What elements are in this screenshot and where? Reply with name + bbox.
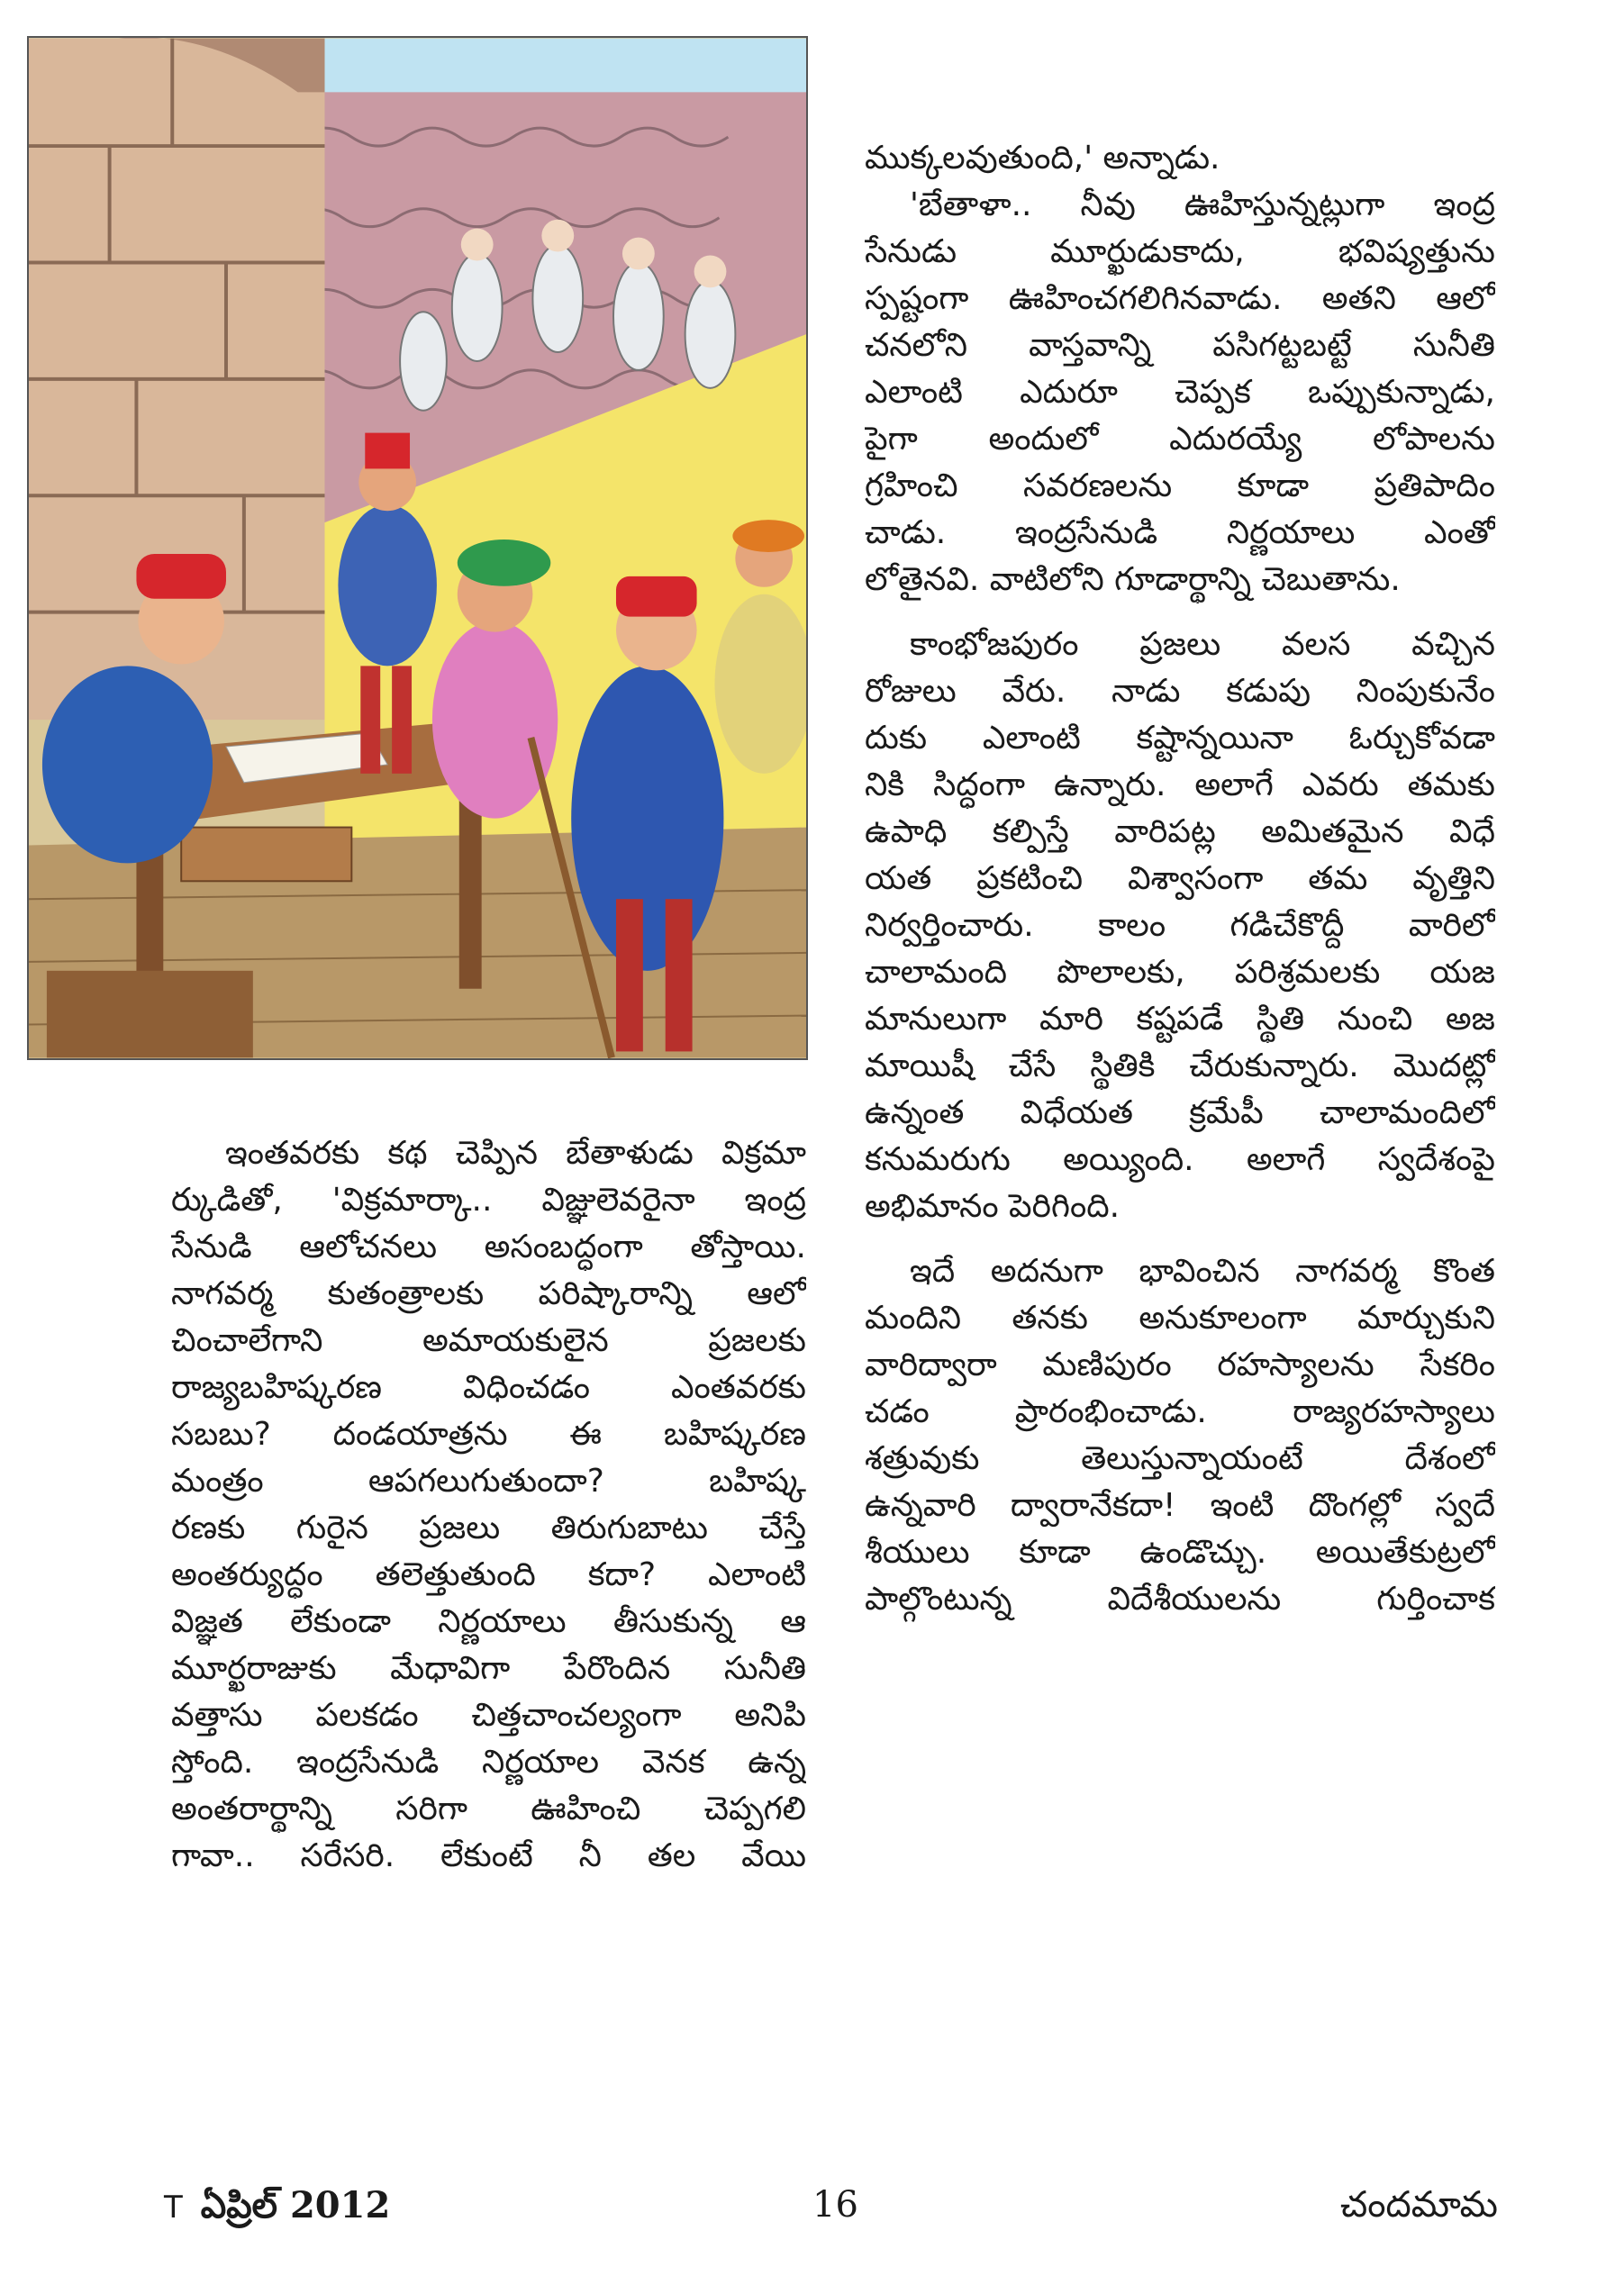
text-line: ఉన్నవారి ద్వారానేకదా! ఇంటి దొంగల్లో స్వదే [865,1487,1495,1524]
text-line: మంత్రం ఆపగలుగుతుందా? బహిష్క [171,1463,806,1500]
text-line: స్తోంది. ఇంద్రసేనుడి నిర్ణయాల వెనక ఉన్న [171,1744,806,1781]
text-line: చడం ప్రారంభించాడు. రాజ్యరహస్యాలు [865,1393,1495,1430]
court-scene-illustration [27,36,808,1060]
text-line: అంతర్యుద్ధం తలెత్తుతుంది కదా? ఎలాంటి [171,1556,806,1593]
magazine-name: చందమామ [1339,2184,1498,2226]
text-line: ఎలాంటి ఎదురూ చెప్పక ఒప్పుకున్నాడు, [865,374,1495,411]
text-line: వత్తాసు పలకడం చిత్తచాంచల్యంగా అనిపి [171,1697,806,1734]
issue-label: ఏప్రిల్ 2012 [200,2184,391,2226]
text-line: గ్రహించి సవరణలను కూడా ప్రతిపాదిం [865,467,1495,504]
text-line: చించాలేగాని అమాయకులైన ప్రజలకు [171,1322,806,1359]
text-line: ఉన్నంత విధేయత క్రమేపీ చాలామందిలో [865,1094,1495,1131]
text-line: దుకు ఎలాంటి కష్టాన్నయినా ఓర్చుకోవడా [865,720,1495,757]
text-line: చాడు. ఇంద్రసేనుడి నిర్ణయాలు ఎంతో [865,514,1495,551]
text-line: రణకు గురైన ప్రజలు తిరుగుబాటు చేస్తే [171,1510,806,1546]
text-line: అభిమానం పెరిగింది. [865,1188,1120,1225]
text-line: సేనుడి ఆలోచనలు అసంబద్ధంగా తోస్తాయి. [171,1229,806,1265]
text-line: సేనుడు మూర్ఖుడుకాదు, భవిష్యత్తును [865,233,1495,270]
text-line: మానులుగా మారి కష్టపడే స్థితి నుంచి అజ [865,1001,1495,1038]
text-line: చనలోని వాస్తవాన్ని పసిగట్టబట్టే సునీతి [865,327,1495,364]
text-line: పాల్గొంటున్న విదేశీయులను గుర్తించాక [865,1581,1495,1618]
text-line: శీయులు కూడా ఉండొచ్చు. అయితేకుట్రలో [865,1534,1495,1571]
text-line: ముక్కలవుతుంది,' అన్నాడు. [865,140,1220,177]
page-footer [0,2184,1624,2238]
text-line: యత ప్రకటించి విశ్వాసంగా తమ వృత్తిని [865,860,1495,897]
text-line: అంతరార్థాన్ని సరిగా ఊహించి చెప్పగలి [171,1791,806,1827]
right-text-column [865,135,1495,1623]
text-line: చాలామంది పొలాలకు, పరిశ్రమలకు యజ [865,954,1495,991]
text-line: వారిద్వారా మణిపురం రహస్యాలను సేకరిం [865,1347,1495,1383]
issue-date [164,2184,390,2235]
text-line: లోతైనవి. వాటిలోని గూడార్థాన్ని చెబుతాను. [865,561,1401,598]
text-line: రోజులు వేరు. నాడు కడుపు నింపుకునేం [865,673,1495,710]
text-line: సబబు? దండయాత్రను ఈ బహిష్కరణ [171,1416,806,1453]
text-line: స్పష్టంగా ఊహించగలిగినవాడు. అతని ఆలో [865,280,1495,317]
left-text-column [171,1130,806,1880]
text-line: రాజ్యబహిష్కరణ విధించడం ఎంతవరకు [171,1369,806,1406]
text-line: ఉపాధి కల్పిస్తే వారిపట్ల అమితమైన విధే [865,813,1495,850]
paragraph-gap [865,1230,1495,1248]
text-line: మూర్ఖరాజుకు మేధావిగా పేరొందిన సునీతి [171,1650,806,1687]
text-line: ర్కుడితో, 'విక్రమార్కా.. విజ్ఞులెవరైనా ఇంద్ర [171,1182,806,1219]
text-line: ఇదే అదనుగా భావించిన నాగవర్మ కొంత [910,1253,1495,1290]
text-line: మందిని తనకు అనుకూలంగా మార్చుకుని [865,1300,1495,1337]
footer-marker: T [164,2190,183,2226]
text-line: పైగా అందులో ఎదురయ్యే లోపాలను [865,421,1495,458]
text-line: గావా.. సరేసరి. లేకుంటే నీ తల వేయి [171,1837,806,1874]
text-line: 'బేతాళా.. నీవు ఊహిస్తున్నట్లుగా ఇంద్ర [910,186,1495,223]
text-line: విజ్ఞత లేకుండా నిర్ణయాలు తీసుకున్న ఆ [171,1603,806,1640]
text-line: ఇంతవరకు కథ చెప్పిన బేతాళుడు విక్రమా [225,1135,806,1172]
text-line: కాంభోజపురం ప్రజలు వలస వచ్చిన [910,626,1495,663]
text-line: శత్రువుకు తెలుస్తున్నాయంటే దేశంలో [865,1440,1495,1477]
text-line: మాయిషీ చేసే స్థితికి చేరుకున్నారు. మొదట్లో [865,1047,1495,1084]
text-line: నికి సిద్ధంగా ఉన్నారు. అలాగే ఎవరు తమకు [865,766,1495,803]
text-line: నాగవర్మ కుతంత్రాలకు పరిష్కారాన్ని ఆలో [171,1275,806,1312]
paragraph-gap [865,603,1495,621]
page-number: 16 [812,2184,858,2226]
text-line: నిర్వర్తించారు. కాలం గడిచేకొద్దీ వారిలో [865,907,1495,944]
text-line: కనుమరుగు అయ్యింది. అలాగే స్వదేశంపై [865,1141,1495,1178]
